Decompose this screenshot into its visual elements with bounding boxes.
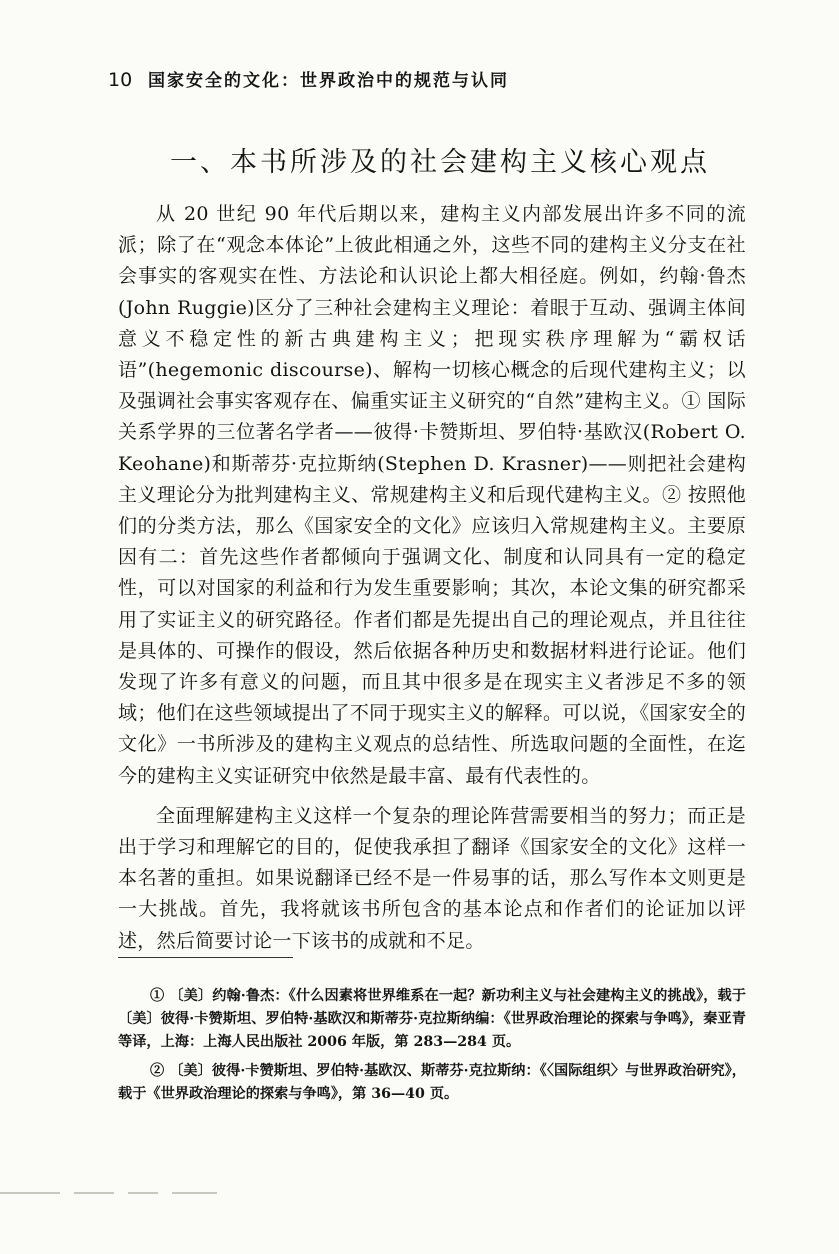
body-text bbox=[118, 199, 746, 966]
footnote: ② 〔美〕彼得·卡赞斯坦、罗伯特·基欧汉、斯蒂芬·克拉斯纳：《〈国际组织〉与世界政治研究》，载于《世界政治理论的探索与争鸣》，第 36—40 页。 bbox=[118, 1063, 746, 1102]
footnote: ① 〔美〕约翰·鲁杰：《什么因素将世界维系在一起？新功利主义与社会建构主义的挑战》，载于〔美〕彼得·卡赞斯坦、罗伯特·基欧汉和斯蒂芬·克拉斯纳编：《世界政治理论的探索与争鸣》，秦亚青等译，上海：上海人民出版社 2006 年版，第 283—284 页。 bbox=[118, 988, 746, 1050]
scan-artifact bbox=[0, 1192, 270, 1195]
paragraph: 从 20 世纪 90 年代后期以来，建构主义内部发展出许多不同的流派；除了在“观念本体论”上彼此相通之外，这些不同的建构主义分支在社会事实的客观实在性、方法论和认识论上都大相径庭。例如，约翰·鲁杰(John Ruggie)区分了三种社会建构主义理论：着眼于互动、强调主体间意义不稳定性的新古典建构主义；把现实秩序理解为“霸权话语”(hegemonic discourse)、解构一切核心概念的后现代建构主义；以及强调社会事实客观存在、偏重实证主义研究的“自然”建构主义。① 国际关系学界的三位著名学者——彼得·卡赞斯坦、罗伯特·基欧汉(Robert O. Keohane)和斯蒂芬·克拉斯纳(Stephen D. Krasner)——则把社会建构主义理论分为批判建构主义、常规建构主义和后现代建构主义。② 按照他们的分类方法，那么《国家安全的文化》应该归入常规建构主义。主要原因有二：首先这些作者都倾向于强调文化、制度和认同具有一定的稳定性，可以对国家的利益和行为发生重要影响；其次，本论文集的研究都采用了实证主义的研究路径。作者们都是先提出自己的理论观点，并且往往是具体的、可操作的假设，然后依据各种历史和数据材料进行论证。他们发现了许多有意义的问题，而且其中很多是在现实主义者涉足不多的领域；他们在这些领域提出了不同于现实主义的解释。可以说，《国家安全的文化》一书所涉及的建构主义观点的总结性、所选取问题的全面性，在迄今的建构主义实证研究中依然是最丰富、最有代表性的。 bbox=[118, 203, 746, 787]
page-number: 10 bbox=[108, 69, 133, 91]
section-title: 一、本书所涉及的社会建构主义核心观点 bbox=[170, 147, 710, 178]
book-title: 国家安全的文化：世界政治中的规范与认同 bbox=[148, 71, 509, 91]
footnote-divider bbox=[118, 957, 293, 958]
footnotes bbox=[118, 985, 746, 1112]
running-head bbox=[108, 66, 748, 96]
paragraph: 全面理解建构主义这样一个复杂的理论阵营需要相当的努力；而正是出于学习和理解它的目的，促使我承担了翻译《国家安全的文化》这样一本名著的重担。如果说翻译已经不是一件易事的话，那么写作本文则更是一大挑战。首先，我将就该书所包含的基本论点和作者们的论证加以评述，然后简要讨论一下该书的成就和不足。 bbox=[118, 804, 746, 952]
